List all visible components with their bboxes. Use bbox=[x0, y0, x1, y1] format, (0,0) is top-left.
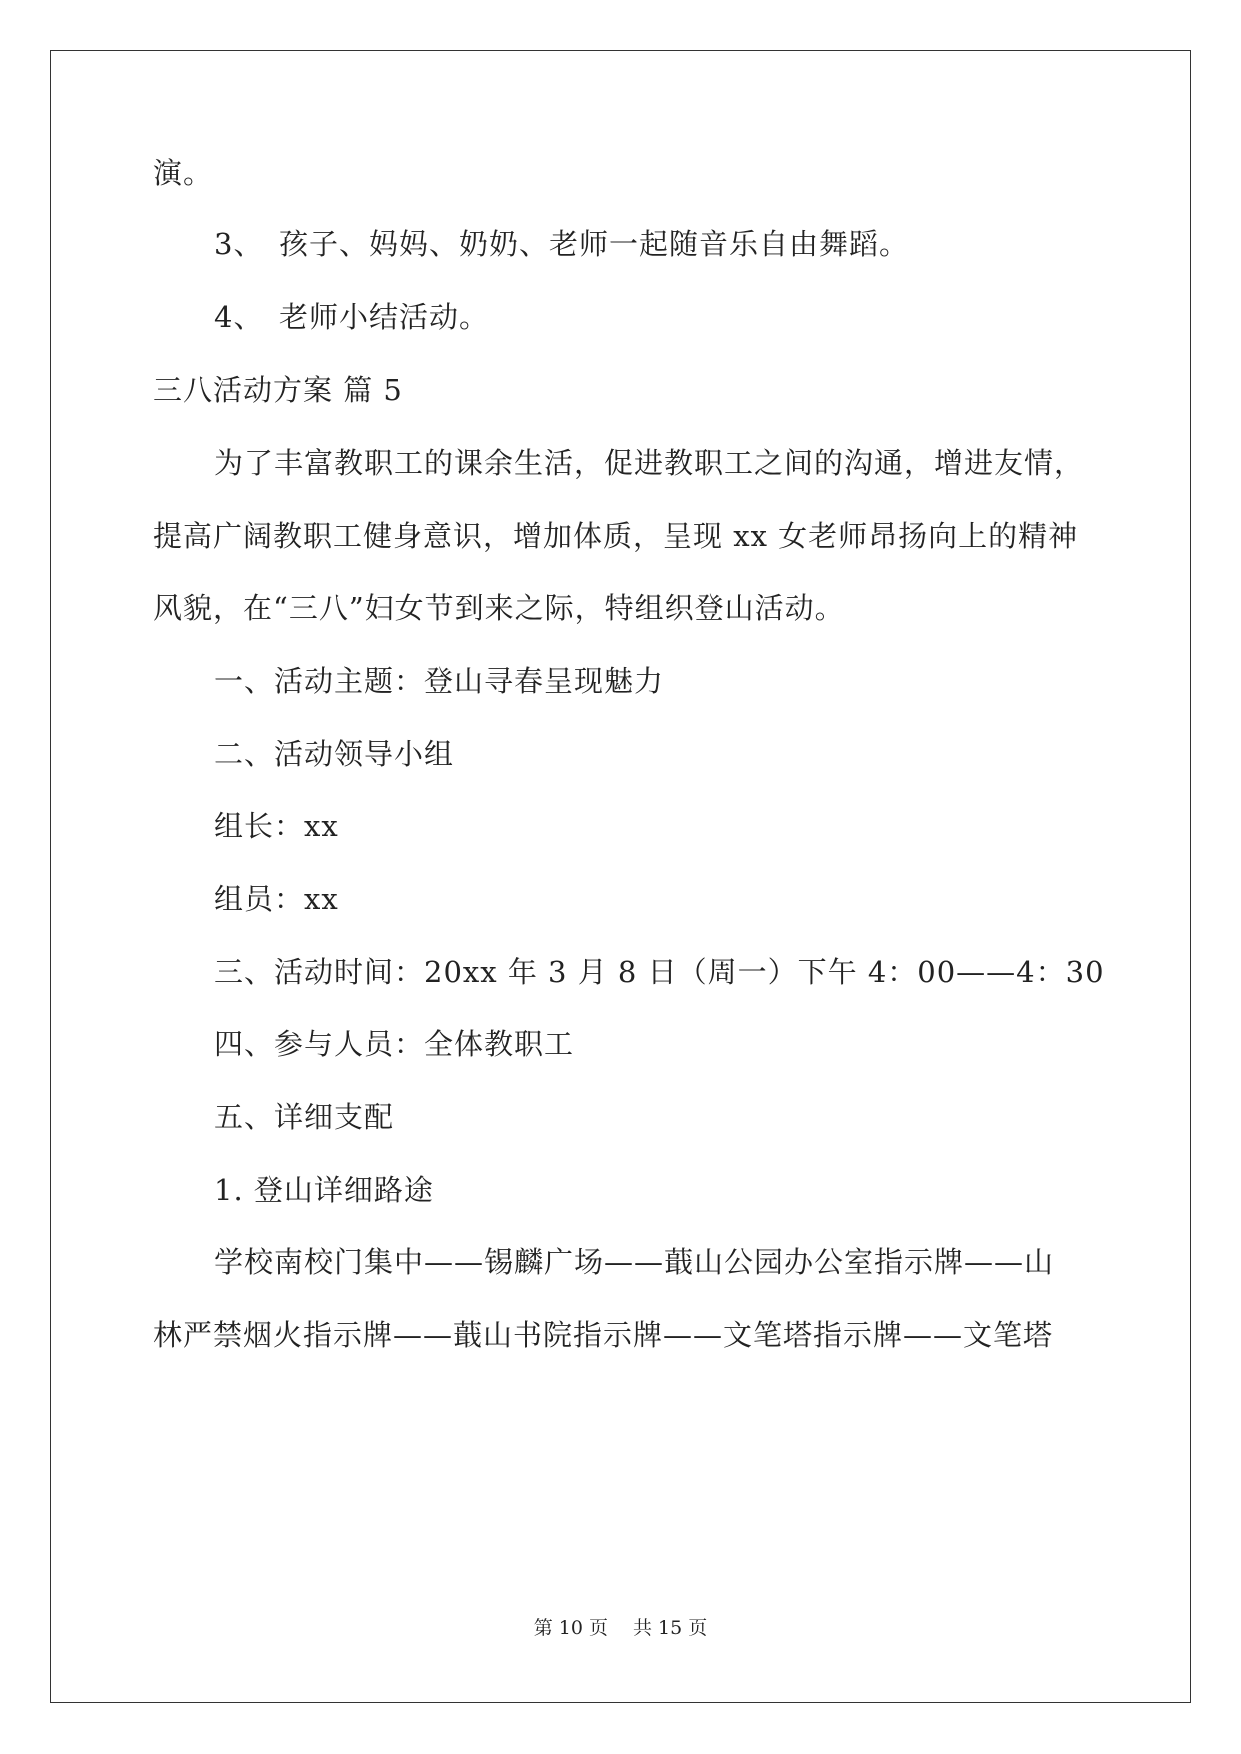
text-line: 二、活动领导小组 bbox=[214, 737, 455, 771]
text-line: 五、详细支配 bbox=[214, 1100, 395, 1134]
text-line: 三、活动时间：20xx 年 3 月 8 日（周一）下午 4：00——4：30 bbox=[214, 955, 1105, 989]
page-number: 第 10 页 共 15 页 bbox=[533, 1617, 708, 1639]
text-line: 演。 bbox=[153, 156, 214, 190]
section-heading: 三八活动方案 篇 5 bbox=[153, 373, 403, 407]
page-border bbox=[50, 50, 1191, 1703]
text-line: 四、参与人员：全体教职工 bbox=[214, 1027, 575, 1061]
paragraph-line: 提高广阔教职工健身意识，增加体质，呈现 xx 女老师昂扬向上的精神 bbox=[153, 519, 1079, 553]
text-line: 1. 登山详细路途 bbox=[214, 1173, 434, 1207]
paragraph-line: 为了丰富教职工的课余生活，促进教职工之间的沟通，增进友情， bbox=[214, 446, 1085, 480]
text-line: 组员：xx bbox=[214, 882, 339, 916]
paragraph-line: 林严禁烟火指示牌——蕺山书院指示牌——文笔塔指示牌——文笔塔 bbox=[153, 1318, 1054, 1352]
list-item: 4、 老师小结活动。 bbox=[214, 300, 489, 334]
list-item: 3、 孩子、妈妈、奶奶、老师一起随音乐自由舞蹈。 bbox=[214, 227, 909, 261]
paragraph-line: 风貌，在“三八”妇女节到来之际，特组织登山活动。 bbox=[153, 591, 845, 625]
paragraph-line: 学校南校门集中——锡麟广场——蕺山公园办公室指示牌——山 bbox=[214, 1245, 1055, 1279]
text-line: 组长：xx bbox=[214, 809, 339, 843]
text-line: 一、活动主题：登山寻春呈现魅力 bbox=[214, 664, 665, 698]
